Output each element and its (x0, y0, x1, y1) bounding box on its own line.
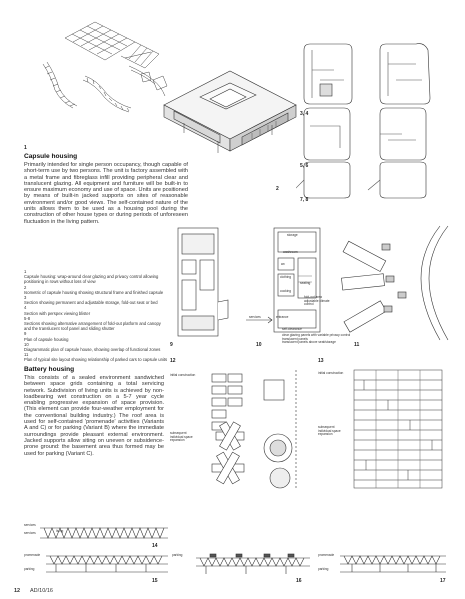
figure-9-plan (170, 224, 236, 342)
legend-glazing: clear glazing panels with variable privacy control (282, 333, 351, 337)
label-entrance: entrance (276, 315, 289, 319)
label-initial-13: initial construction (318, 371, 344, 375)
caption-11-num: 11 (24, 352, 29, 358)
footer-issue: AD/10/16 (30, 588, 53, 594)
figure-11-number: 11 (354, 342, 360, 348)
figure-17-number: 17 (440, 578, 446, 584)
legend-translucent-above: translucent panels above seat/storage (282, 340, 336, 345)
caption-2-text: Isometric of capsule housing showing structural frame and finished capsule (24, 289, 164, 295)
caption-9-num: 9 (24, 331, 27, 337)
figure-7-8-number: 7, 8 (300, 197, 309, 203)
figures-3-8-sections (296, 40, 456, 200)
label-parking-17: parking (318, 567, 329, 571)
figure-17-section (340, 552, 448, 576)
label-clothing: clothing (280, 275, 291, 279)
label-subsequent-13: subsequent individual space expansion (318, 425, 341, 437)
figure-13-number: 13 (318, 358, 324, 364)
figure-13-battery-plan (350, 366, 446, 492)
label-washroom: washroom (283, 250, 298, 254)
figure-10-diagram-plan (244, 224, 344, 342)
caption-3-num: 3 (24, 295, 27, 301)
figure-11-site-layout (340, 224, 458, 342)
footer-page-number: 12 (14, 588, 21, 594)
figure-14-section (40, 522, 170, 542)
caption-5-num: 5-8 (24, 315, 31, 321)
caption-1-num: 1 (24, 269, 27, 274)
figure-16-section (196, 552, 312, 576)
caption-9-text: Plan of capsule housing (24, 336, 69, 342)
label-storage: storage (287, 233, 298, 237)
capsule-heading: Capsule housing (24, 153, 78, 160)
figure-10-number: 10 (256, 342, 262, 348)
label-services2-14: services (24, 531, 36, 535)
caption-2-num: 2 (24, 284, 27, 290)
figure-14-number: 14 (152, 543, 158, 549)
label-promenade-15: promenade (24, 553, 41, 557)
label-living-14: living (56, 529, 64, 533)
label-promenade-17: promenade (318, 553, 335, 557)
figure-2-isometric-capsule (160, 53, 300, 157)
label-fold-out: fold-out area adjustable climate control (304, 295, 330, 307)
caption-10-num: 10 (24, 341, 29, 347)
figure-15-section (46, 552, 170, 576)
figure-5-6-number: 5, 6 (300, 163, 309, 169)
label-wc: wc (281, 262, 285, 266)
label-seating: seating (300, 281, 311, 285)
label-parking-15: parking (24, 567, 35, 571)
caption-4-num: 4 (24, 305, 27, 311)
figure-9-number: 9 (170, 342, 173, 348)
label-parking-16: parking (172, 553, 183, 557)
figure-1-number: 1 (24, 145, 27, 151)
figure-15-number: 15 (152, 578, 158, 584)
figure-16-number: 16 (296, 578, 302, 584)
label-services-14: services (24, 523, 36, 527)
caption-3-text: Section showing permanent and adjustable storage, fold-out seat or bed (24, 300, 158, 306)
legend-translucent: translucent panels (282, 336, 308, 341)
battery-heading: Battery housing (24, 366, 75, 373)
label-services: services (249, 315, 261, 319)
caption-11-text: Plan of typical site layout showing relationship of parked cars to capsule units (24, 357, 168, 363)
figure-3-4-number: 3, 4 (300, 111, 309, 117)
caption-1-text: Capsule housing: wrap-around clear glazing and privacy control allowing positioning in rows without loss of view (24, 274, 159, 285)
label-cooking: cooking (280, 289, 291, 293)
figure-1-lattice-sketch (25, 16, 175, 122)
capsule-body: Primarily intended for single person occupancy, though capable of short-term use by two persons. The unit is factory assembled with a metal frame and fibreglass infill providing peripheral clear and translucent glazing. All equipment and furniture will be built-in to ensure maximum economy and use of space. Units are positioned by means of built-in jacked supports on sites of reasonable environment and/or good views. The self-contained nature of the units allows them to be used as a housing pool during the construction of other house types or during periods of unforeseen fluctuation in the living pattern. (24, 162, 188, 225)
label-self-clearance: self-clearance (282, 327, 302, 331)
caption-10-text: Diagrammatic plan of capsule house, showing overlap of functional zones (24, 347, 161, 353)
battery-body: This consists of a sealed environment sandwiched between space grids containing a total servicing network. Subdivision of living units is achieved by non-loadbearing wet construction on a 5-7 year cycle enabling progressive expansion of space provision. (This element can provide four-weather employment for the conventional building industry.) The roof area is used for self-contained 'promenade' activities (Variants A and C) or for parking (Variant B) where the immediate surroundings provide pleasant external environment. Jacked supports allow siting on uneven or subsidence-prone ground: the basement area thus formed may be used for parking (Variant C). (24, 375, 164, 457)
label-subsequent-12: subsequent individual space expansion (170, 431, 193, 443)
caption-4-text: Section with perspex viewing blister (24, 310, 91, 316)
figure-12-number: 12 (170, 358, 176, 364)
figure-2-number: 2 (276, 186, 279, 192)
caption-5-text: Sections showing alternative arrangement of fold-out platform and canopy and the translucent roof panel and sliding shutter (24, 321, 161, 332)
label-initial-12: initial construction (170, 373, 196, 377)
figure-captions (24, 269, 168, 363)
figure-12-battery-plan (200, 366, 310, 492)
